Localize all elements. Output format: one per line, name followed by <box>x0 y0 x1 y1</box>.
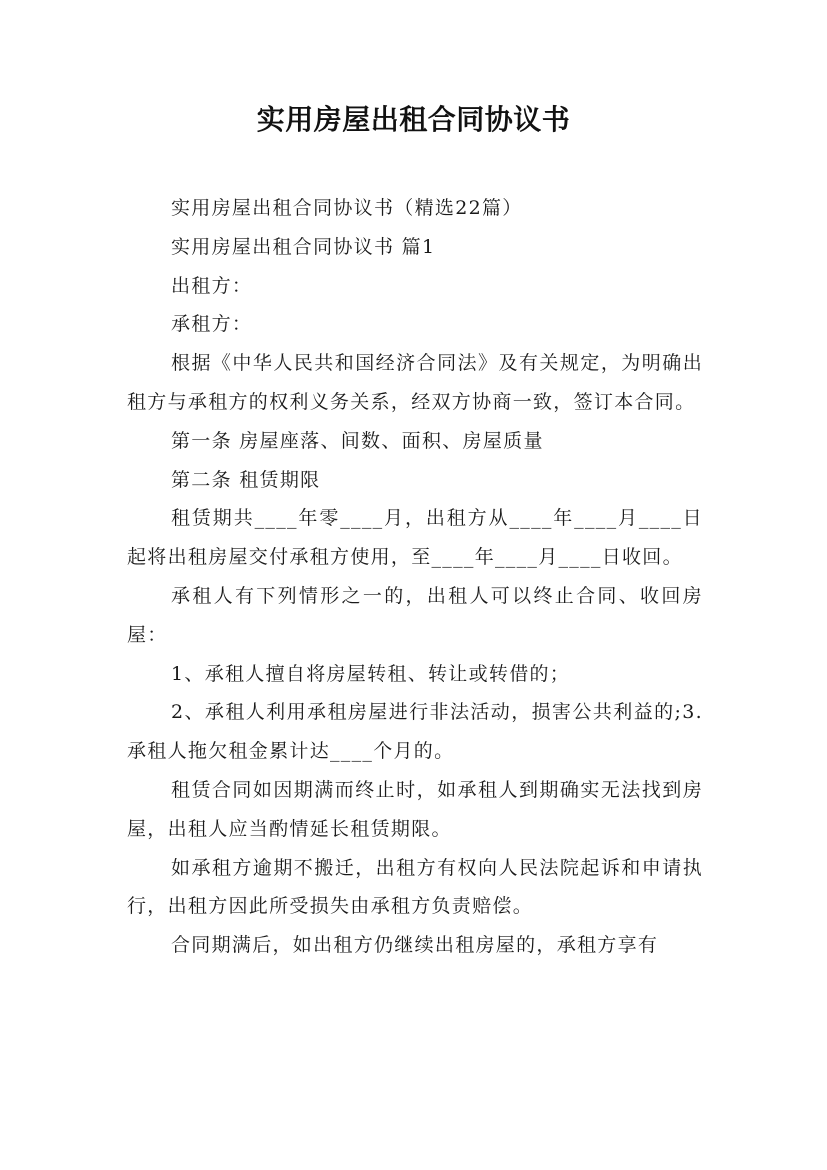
paragraph-lessor: 出租方： <box>171 274 253 297</box>
paragraph-extension: 租赁合同如因期满而终止时，如承租人到期确实无法找到房屋，出租人应当酌情延长租赁期限。 <box>127 778 703 840</box>
document-body <box>127 189 703 965</box>
document-title: 实用房屋出租合同协议书 <box>256 103 571 136</box>
paragraph-lease-term: 租赁期共____年零____月，出租方从____年____月____日起将出租房屋交付承租方使用，至____年____月____日收回。 <box>127 507 703 569</box>
paragraph-condition-2: 2、承租人利用承租房屋进行非法活动，损害公共利益的;3.承租人拖欠租金累计达____个月的。 <box>127 701 703 763</box>
paragraph-overdue: 如承租方逾期不搬迁，出租方有权向人民法院起诉和申请执行，出租方因此所受损失由承租方负责赔偿。 <box>127 856 703 918</box>
paragraph-lessee: 承租方： <box>171 313 253 336</box>
paragraph-subtitle: 实用房屋出租合同协议书（精选22篇） <box>171 197 523 219</box>
paragraph-section-heading: 实用房屋出租合同协议书 篇1 <box>171 235 436 258</box>
paragraph-preamble: 根据《中华人民共和国经济合同法》及有关规定，为明确出租方与承租方的权利义务关系，经双方协商一致，签订本合同。 <box>127 352 703 413</box>
paragraph-renewal: 合同期满后，如出租方仍继续出租房屋的，承租方享有 <box>171 934 659 957</box>
paragraph-article-2: 第二条 租赁期限 <box>171 468 321 491</box>
paragraph-condition-1: 1、承租人擅自将房屋转租、转让或转借的； <box>171 662 571 685</box>
paragraph-article-1: 第一条 房屋座落、间数、面积、房屋质量 <box>171 429 544 452</box>
paragraph-termination: 承租人有下列情形之一的，出租人可以终止合同、收回房屋： <box>127 584 703 646</box>
